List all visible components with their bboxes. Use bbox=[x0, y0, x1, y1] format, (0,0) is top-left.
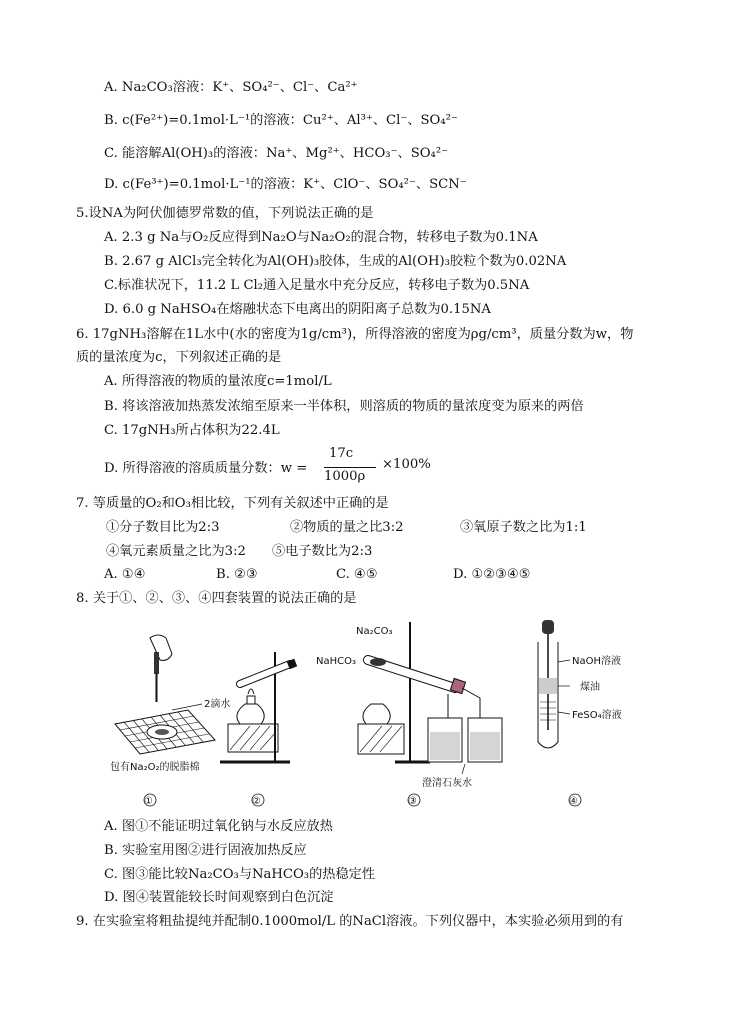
apparatus-1 bbox=[110, 635, 230, 807]
q7-option-b: B. ②③ bbox=[216, 567, 258, 582]
apparatus-figure bbox=[110, 612, 630, 812]
q6-option-c: C. 17gNH₃所占体积为22.4L bbox=[104, 423, 280, 438]
q5-option-b: B. 2.67 g AlCl₃完全转化为Al(OH)₃胶体，生成的Al(OH)₃胶粒个数为0.02NA bbox=[104, 254, 567, 269]
q4-option-d: D. c(Fe³⁺)=0.1mol·L⁻¹的溶液：K⁺、ClO⁻、SO₄²⁻、SCN⁻ bbox=[104, 177, 467, 192]
label-fig-2: ② bbox=[252, 796, 261, 807]
apparatus-2 bbox=[220, 652, 297, 807]
apparatus-3 bbox=[316, 622, 502, 807]
q8-option-a: A. 图①不能证明过氧化钠与水反应放热 bbox=[104, 819, 333, 834]
q7-item-5: ⑤电子数比为2:3 bbox=[272, 544, 373, 559]
q7-option-d: D. ①②③④⑤ bbox=[453, 567, 531, 582]
q4-option-b: B. c(Fe²⁺)=0.1mol·L⁻¹的溶液：Cu²⁺、Al³⁺、Cl⁻、SO₄²⁻ bbox=[104, 113, 458, 128]
q6-option-d-suffix: ×100% bbox=[382, 457, 431, 472]
label-water: 2滴水 bbox=[204, 699, 231, 710]
fraction-bar bbox=[324, 467, 376, 468]
label-feso4: FeSO₄溶液 bbox=[572, 710, 622, 721]
q4-option-c: C. 能溶解Al(OH)₃的溶液：Na⁺、Mg²⁺、HCO₃⁻、SO₄²⁻ bbox=[104, 146, 449, 161]
q8-option-b: B. 实验室用图②进行固液加热反应 bbox=[104, 843, 307, 858]
apparatus-4 bbox=[538, 620, 622, 807]
label-kerosene: 煤油 bbox=[580, 682, 600, 693]
q9-stem: 9. 在实验室将粗盐提纯并配制0.1000mol/L 的NaCl溶液。下列仪器中，本实验必须用到的有 bbox=[76, 914, 624, 929]
q7-option-c: C. ④⑤ bbox=[336, 567, 378, 582]
label-na2co3: Na₂CO₃ bbox=[356, 626, 393, 637]
q7-item-3: ③氧原子数之比为1:1 bbox=[460, 520, 587, 535]
q5-stem: 5.设NA为阿伏伽德罗常数的值，下列说法正确的是 bbox=[76, 206, 374, 221]
q7-item-4: ④氧元素质量之比为3:2 bbox=[106, 544, 246, 559]
q7-option-a: A. ①④ bbox=[104, 567, 146, 582]
q4-option-a: A. Na₂CO₃溶液：K⁺、SO₄²⁻、Cl⁻、Ca²⁺ bbox=[104, 80, 358, 95]
label-naoh: NaOH溶液 bbox=[572, 656, 621, 667]
q6-option-a: A. 所得溶液的物质的量浓度c=1mol/L bbox=[104, 374, 332, 389]
q5-option-c: C.标准状况下，11.2 L Cl₂通入足量水中充分反应，转移电子数为0.5NA bbox=[104, 278, 530, 293]
label-cotton: 包有Na₂O₂的脱脂棉 bbox=[110, 762, 200, 773]
q6-stem-line1: 6. 17gNH₃溶解在1L水中(水的密度为1g/cm³)，所得溶液的密度为ρg/cm³，质量分数为w，物 bbox=[76, 327, 634, 342]
q7-stem: 7. 等质量的O₂和O₃相比较，下列有关叙述中正确的是 bbox=[76, 496, 389, 511]
label-fig-3: ③ bbox=[408, 796, 417, 807]
q8-option-d: D. 图④装置能较长时间观察到白色沉淀 bbox=[104, 890, 334, 905]
q8-option-c: C. 图③能比较Na₂CO₃与NaHCO₃的热稳定性 bbox=[104, 867, 376, 882]
q7-item-1: ①分子数目比为2:3 bbox=[106, 520, 220, 535]
q7-item-2: ②物质的量之比3:2 bbox=[290, 520, 404, 535]
label-fig-4: ④ bbox=[569, 796, 578, 807]
q6-option-d-prefix: D. 所得溶液的溶质质量分数：w = bbox=[104, 461, 308, 476]
q8-stem: 8. 关于①、②、③、④四套装置的说法正确的是 bbox=[76, 591, 357, 606]
q6-stem-line2: 质的量浓度为c，下列叙述正确的是 bbox=[76, 350, 282, 365]
label-limewater: 澄清石灰水 bbox=[422, 778, 472, 789]
label-nahco3: NaHCO₃ bbox=[316, 656, 356, 667]
q5-option-a: A. 2.3 g Na与O₂反应得到Na₂O与Na₂O₂的混合物，转移电子数为0.1NA bbox=[104, 230, 538, 245]
fraction-numerator: 17c bbox=[329, 446, 354, 461]
fraction-denominator: 1000ρ bbox=[324, 469, 366, 484]
q5-option-d: D. 6.0 g NaHSO₄在熔融状态下电离出的阴阳离子总数为0.15NA bbox=[104, 302, 491, 317]
q6-option-b: B. 将该溶液加热蒸发浓缩至原来一半体积，则溶质的物质的量浓度变为原来的两倍 bbox=[104, 399, 584, 414]
label-fig-1: ① bbox=[144, 796, 153, 807]
